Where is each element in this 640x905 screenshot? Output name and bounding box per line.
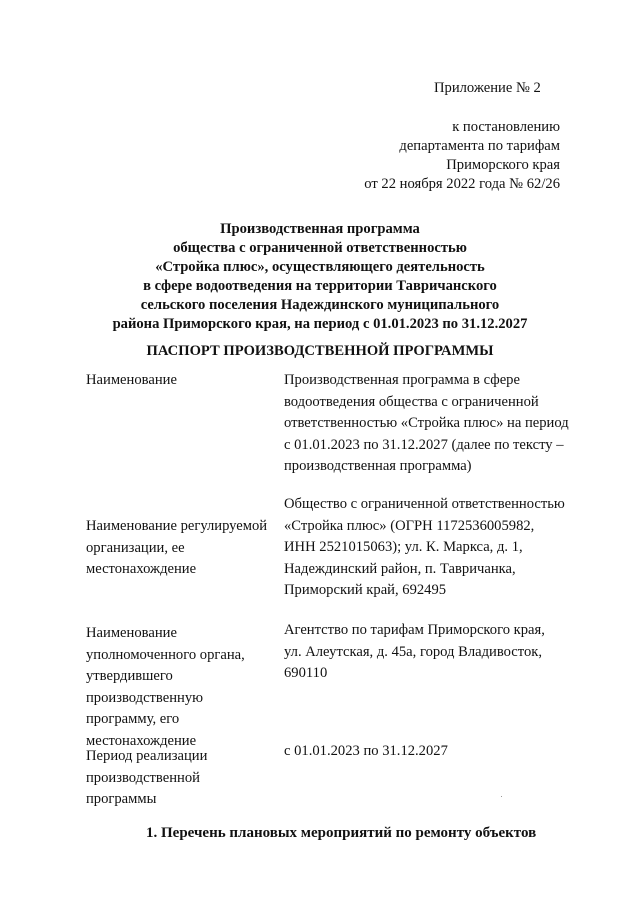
passport-label-name: Наименование (86, 372, 177, 388)
passport-value-period: с 01.01.2023 по 31.12.2027 (284, 743, 448, 759)
passport-value-organization: Общество с ограниченной ответственностью «Стройка плюс» (ОГРН 1172536005982, ИНН 2521015063); ул. К. Маркса, д. 1, Надеждинский район, п. Тавричанка, Приморский край, 692495 (284, 496, 565, 599)
doc-title-line: «Стройка плюс», осуществляющего деятельность (155, 259, 485, 275)
section-heading: 1. Перечень плановых мероприятий по ремонту объектов (146, 825, 537, 841)
doc-title-line: в сфере водоотведения на территории Тавричанского (143, 278, 497, 294)
doc-title-line: района Приморского края, на период с 01.01.2023 по 31.12.2027 (112, 316, 528, 332)
passport-label-period: Период реализации производственной программы (86, 748, 208, 808)
appendix-title: Приложение № 2 (434, 80, 541, 96)
scan-speck (501, 796, 502, 797)
passport-value-name: Производственная программа в сфере водоотведения общества с ограниченной ответственностью «Стройка плюс» на период с 01.01.2023 по 31.12.2027 (далее по тексту – производственная программа) (284, 372, 569, 475)
appendix-line: от 22 ноября 2022 года № 62/26 (364, 176, 560, 192)
appendix-line: к постановлению (452, 119, 560, 135)
appendix-line: Приморского края (446, 157, 560, 173)
passport-label-organization: Наименование регулируемой организации, ее местонахождение (86, 518, 268, 578)
doc-title-line: общества с ограниченной ответственностью (173, 240, 467, 256)
passport-value-authority: Агентство по тарифам Приморского края, ул. Алеутская, д. 45а, город Владивосток, 690110 (284, 622, 545, 682)
doc-title-line: сельского поселения Надеждинского муниципального (140, 297, 500, 313)
passport-label-authority: Наименование уполномоченного органа, утвердившего производственную программу, его местонахождение (86, 625, 245, 749)
doc-title-line: Производственная программа (220, 221, 420, 237)
passport-heading: ПАСПОРТ ПРОИЗВОДСТВЕННОЙ ПРОГРАММЫ (146, 343, 494, 359)
appendix-line: департамента по тарифам (399, 138, 560, 154)
